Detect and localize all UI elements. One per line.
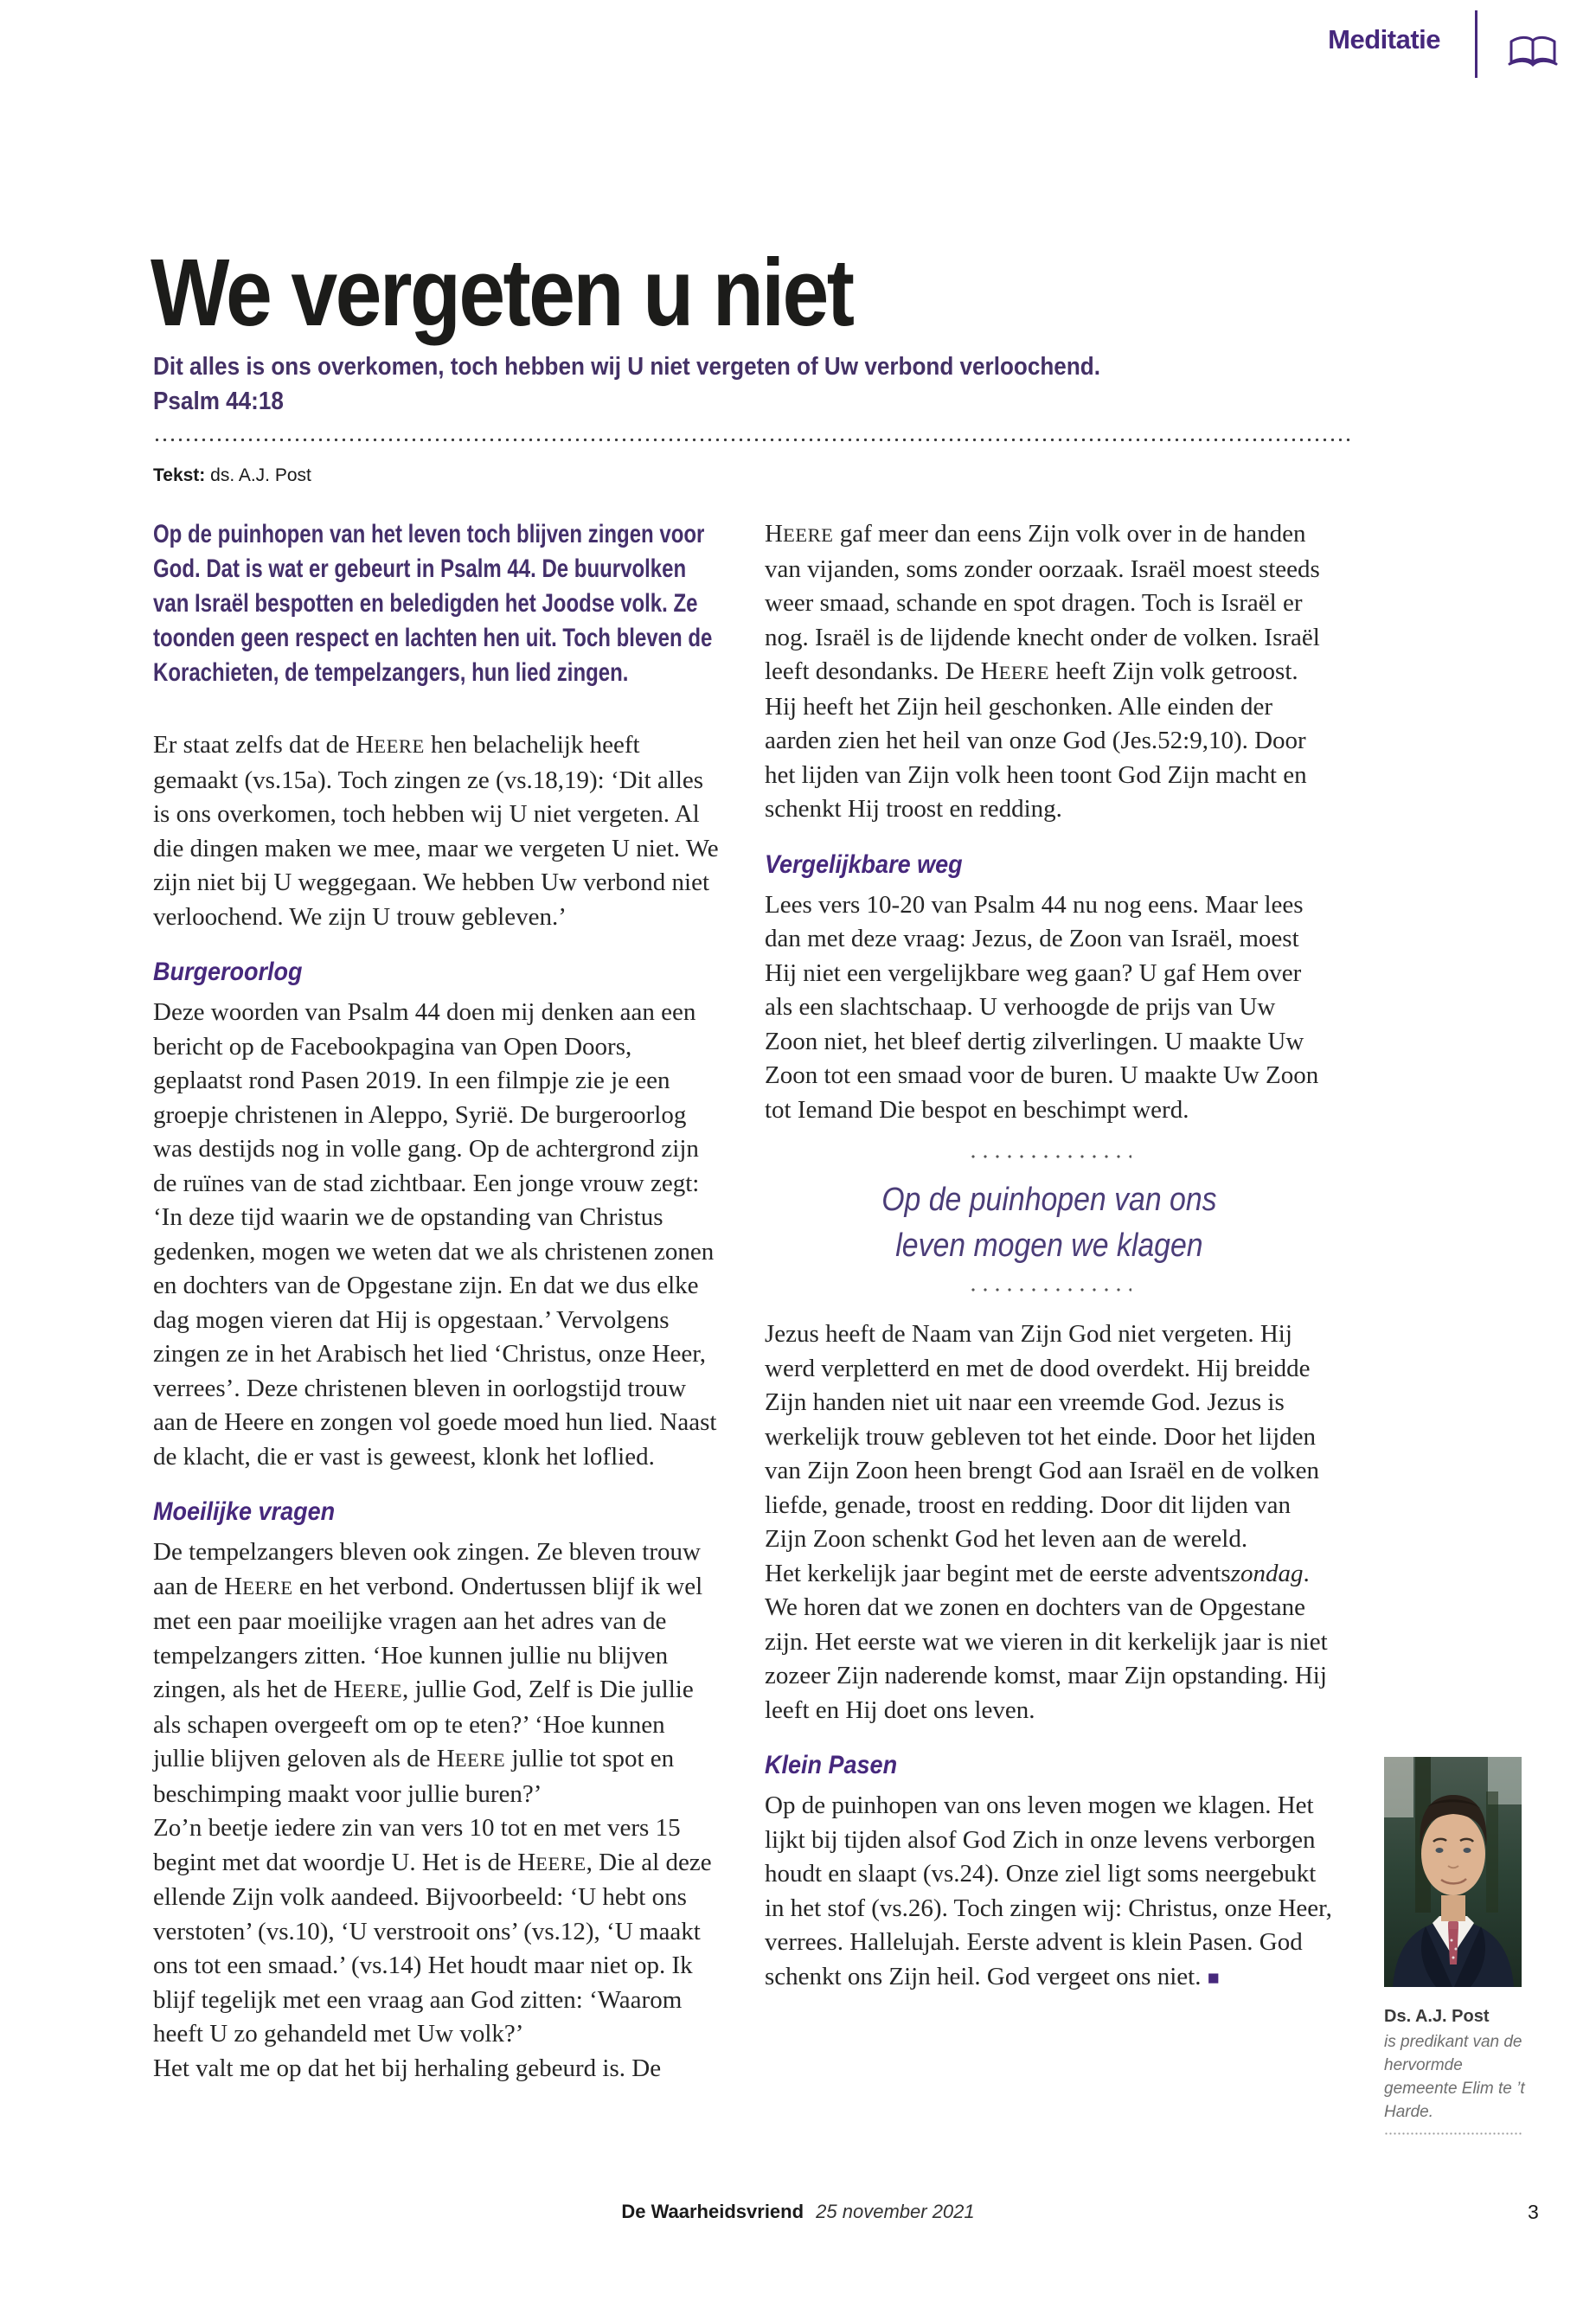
paragraph: Er staat zelfs dat de HEERE hen belachelijk heeft gemaakt (vs.15a). Toch zingen ze (vs.18,19): ‘Dit alles is ons overkomen, toch hebben wij U niet vergeten. Al die dingen maken we mee, maar we vergeten U niet. We zijn niet bij U weggegaan. We hebben Uw verbond niet verloochend. We zijn U trouw gebleven.’	[153, 731, 719, 931]
magazine-title: De Waarheidsvriend	[621, 2201, 804, 2222]
pull-quote-line: leven mogen we klagen	[894, 1227, 1203, 1264]
pull-quote-line: Op de puinhopen van ons	[881, 1182, 1217, 1218]
masthead-divider	[1475, 10, 1477, 78]
article-end-mark: ■	[1207, 1966, 1220, 1990]
pull-quote-block	[765, 1155, 1333, 1292]
section-label: Meditatie	[1328, 24, 1440, 54]
paragraph: De tempelzangers bleven ook zingen. Ze bleven trouw aan de HEERE en het verbond. Ondertussen blijf ik wel met een paar moeilijke vragen aan het adres van de tempelzangers zitten. ‘Hoe kunnen jullie nu blijven zingen, als het de HEERE, jullie God, Zelf is Die jullie als schapen overgeeft om op te eten?’ ‘Hoe kunnen jullie blijven geloven als de HEERE jullie tot spot en beschimping maakt voor jullie buren?’	[153, 1538, 703, 1808]
quote-divider-bottom	[967, 1288, 1131, 1292]
author-role: is predikant van de hervormde gemeente Elim te ’t Harde.	[1384, 2033, 1525, 2121]
subheading-vergelijkbare-weg: Vergelijkbare weg	[765, 849, 963, 879]
page-title: We vergeten u niet	[151, 239, 853, 346]
open-book-icon	[1507, 35, 1559, 71]
paragraph: Op de puinhopen van ons leven mogen we klagen. Het lijkt bij tijden alsof God Zich in onze levens verborgen houdt en slaapt (vs.24). Onze ziel ligt soms neergebukt in het stof (vs.26). Toch zingen wij: Christus, onze Heer, verrees. Hallelujah. Eerste advent is klein Pasen. God schenkt ons Zijn heil. God vergeet ons niet. ■	[765, 1791, 1332, 1990]
right-column	[765, 517, 1333, 2086]
photo-caption	[1384, 2007, 1540, 2135]
pull-quote	[766, 1177, 1332, 1269]
author-name: Ds. A.J. Post	[1384, 2007, 1490, 2026]
standfirst	[153, 349, 1321, 419]
subheading-klein-pasen: Klein Pasen	[765, 1751, 898, 1779]
byline	[153, 465, 311, 486]
portrait-photo	[1384, 1757, 1522, 1987]
quote-divider-top	[967, 1155, 1131, 1158]
intro-wrap	[153, 517, 722, 694]
verse-reference: Psalm 44:18	[153, 388, 284, 415]
paragraph: HEERE gaf meer dan eens Zijn volk over in de handen van vijanden, soms zonder oorzaak. Israël moest steeds weer smaad, schande en spot dragen. Toch is Israël er nog. Israël is de lijdende knecht onder de volken. Israël leeft desondanks. De HEERE heeft Zijn volk getroost. Hij heeft het Zijn heil geschonken. Alle einden der aarden zien het heil van onze God (Jes.52:9,10). Door het lijden van Zijn volk heen toont God Zijn macht en schenkt Hij troost en redding.	[765, 520, 1320, 823]
paragraph: Het valt me op dat het bij herhaling gebeurd is. De	[153, 2054, 662, 2082]
footer	[0, 2201, 1596, 2223]
paragraph: Lees vers 10-20 van Psalm 44 nu nog eens. Maar lees dan met deze vraag: Jezus, de Zoon van Israël, moest Hij niet een vergelijkbare weg gaan? U gaf Hem over als een slachtschaap. U verhoogde de prijs van Uw Zoon niet, het bleef dertig zilverlingen. U maakte Uw Zoon tot een smaad voor de buren. U maakte Uw Zoon tot Iemand Die bespot en beschimpt werd.	[765, 890, 1319, 1124]
article-body	[153, 517, 1333, 2086]
left-column	[153, 517, 722, 2086]
issue-date: 25 november 2021	[816, 2201, 975, 2222]
intro-paragraph: Op de puinhopen van het leven toch blijven zingen voor God. Dat is wat er gebeurt in Psalm 44. De buurvolken van Israël bespotten en beledigden het Joodse volk. Ze toonden geen respect en lachten hen uit. Toch bleven de Korachieten, de tempelzangers, hun lied zingen.	[153, 520, 713, 687]
byline-name: ds. A.J. Post	[210, 465, 311, 485]
standfirst-text: Dit alles is ons overkomen, toch hebben wij U niet vergeten of Uw verbond verloochend.	[153, 353, 1100, 381]
byline-label: Tekst:	[153, 465, 206, 485]
subheading-burgeroorlog: Burgeroorlog	[153, 958, 303, 986]
paragraph: Zo’n beetje iedere zin van vers 10 tot en met vers 15 begint met dat woordje U. Het is de HEERE, Die al deze ellende Zijn volk aandeed. Bijvoorbeeld: ‘U hebt ons verstoten’ (vs.10), ‘U verstrooit ons’ (vs.12), ‘U maakt ons tot een smaad.’ (vs.14) Het houdt maar niet op. Ik blijf tegelijk met een vraag aan God zitten: ‘Waarom heeft U zo gehandeld met Uw volk?’	[153, 1814, 712, 2048]
paragraph: Jezus heeft de Naam van Zijn God niet vergeten. Hij werd verpletterd en met de dood overdekt. Hij breidde Zijn handen niet uit naar een vreemde God. Jezus is werkelijk trouw gebleven tot het einde. Door het lijden van Zijn Zoon heen brengt God aan Israël en de volken liefde, genade, troost en redding. Door dit lijden van Zijn Zoon schenkt God het leven aan de wereld.	[765, 1320, 1320, 1553]
caption-divider	[1384, 2132, 1522, 2135]
page-number: 3	[1528, 2201, 1539, 2223]
dotted-divider	[153, 438, 1354, 442]
paragraph: Deze woorden van Psalm 44 doen mij denken aan een bericht op de Facebookpagina van Open Doors, geplaatst rond Pasen 2019. In een filmpje zie je een groepje christenen in Aleppo, Syrië. De burgeroorlog was destijds nog in volle gang. Op de achtergrond zijn de ruïnes van de stad zichtbaar. Een jonge vrouw zegt: ‘In deze tijd waarin we de opstanding van Christus gedenken, mogen we weten dat we als christenen zonen en dochters van de Opgestane zijn. En dat we dus elke dag mogen vieren dat Hij is opgestaan.’ Vervolgens zingen ze in het Arabisch het lied ‘Christus, onze Heer, verrees’. Deze christenen bleven in oorlogstijd trouw aan de Heere en zongen vol goede moed hun lied. Naast de klacht, die er vast is geweest, klonk het loflied.	[153, 998, 717, 1471]
subheading-moeilijke-vragen: Moeilijke vragen	[153, 1497, 336, 1526]
paragraph: Het kerkelijk jaar begint met de eerste adventszondag. We horen dat we zonen en dochters van de Opgestane zijn. Het eerste wat we vieren in dit kerkelijk jaar is niet zozeer Zijn naderende komst, maar Zijn opstanding. Hij leeft en Hij doet ons leven.	[765, 1559, 1328, 1724]
